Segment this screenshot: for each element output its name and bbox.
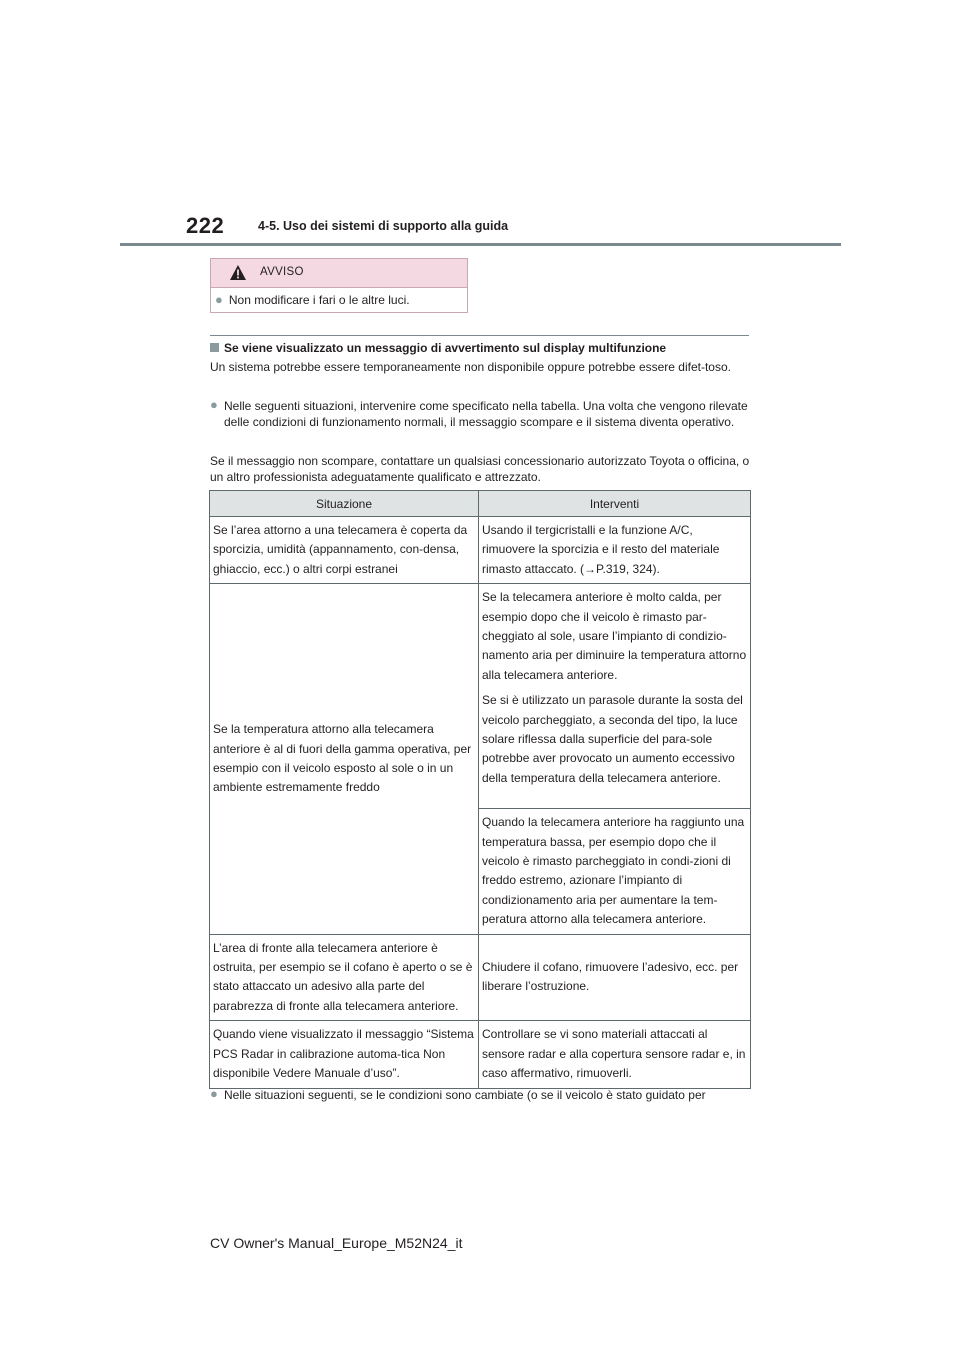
warning-title: AVVISO [260, 266, 304, 278]
table-row [210, 1021, 751, 1088]
action-cell: Quando la telecamera anteriore ha raggiunto una temperatura bassa, per esempio dopo che il veicolo è rimasto parcheggiato in condi-zioni di freddo estremo, azionare l’impianto di condizionamento aria per aumentare la tem-peratura attorno alla telecamera anteriore. [479, 809, 751, 934]
bullet-icon: ● [210, 397, 218, 412]
situation-table [209, 490, 751, 1089]
page-number: 222 [186, 213, 225, 238]
warning-item [215, 292, 410, 307]
bullet-paragraph-1-text: Nelle seguenti situazioni, intervenire come specificato nella tabella. Una volta che vengono rilevate delle condizioni di funzionamento normali, il messaggio scompare e il sistema diventa operativo. [224, 399, 748, 429]
action-cell [479, 584, 751, 809]
action-cell: Usando il tergicristalli e la funzione A/C, rimuovere la sporcizia e il resto del materiale rimasto attaccato. (→P.319, 324). [479, 517, 751, 584]
table-row [210, 584, 751, 809]
bullet-icon: ● [215, 292, 223, 307]
bullet-icon: ● [210, 1086, 218, 1101]
warning-box [210, 258, 468, 313]
section-divider [210, 335, 749, 336]
square-bullet-icon [210, 343, 219, 352]
action-cell: Chiudere il cofano, rimuovere l’adesivo, ecc. per liberare l’ostruzione. [479, 934, 751, 1021]
table-row [210, 934, 751, 1021]
header-rule [120, 243, 841, 246]
table-header-row [210, 491, 751, 517]
action-cell: Controllare se vi sono materiali attaccati al sensore radar e alla copertura sensore radar e, in caso affermativo, rimuoverli. [479, 1021, 751, 1088]
column-header-situation: Situazione [210, 491, 479, 517]
table-row [210, 517, 751, 584]
warning-header [211, 259, 467, 288]
situation-cell: Se la temperatura attorno alla telecamera anteriore è al di fuori della gamma operativa, per esempio con il veicolo esposto al sole o in un ambiente estremamente freddo [210, 584, 479, 934]
contact-paragraph: Se il messaggio non scompare, contattare un qualsiasi concessionario autorizzato Toyota o officina, o un altro professionista adeguatamente qualificato e attrezzato. [210, 454, 750, 484]
message-heading-text: Se viene visualizzato un messaggio di avvertimento sul display multifunzione [224, 341, 667, 355]
action-paragraph: Se la telecamera anteriore è molto calda, per esempio dopo che il veicolo è rimasto par-cheggiato al sole, usare l’impianto di condizio-namento aria per diminuire la temperatura attorno alla telecamera anteriore. [482, 590, 747, 682]
intro-paragraph: Un sistema potrebbe essere temporaneamente non disponibile oppure potrebbe essere difet-toso. [210, 360, 731, 374]
situation-cell: Quando viene visualizzato il messaggio “Sistema PCS Radar in calibrazione automa-tica Non disponibile Vedere Manuale d’uso”. [210, 1021, 479, 1088]
bullet-paragraph-2 [210, 1087, 755, 1103]
action-paragraph: Se si è utilizzato un parasole durante la sosta del veicolo parcheggiato, a seconda del tipo, la luce solare riflessa dalla superficie del para-sole potrebbe aver provocato un aumento eccessivo della temperatura della telecamera anteriore. [482, 693, 743, 785]
section-title: 4-5. Uso dei sistemi di supporto alla guida [258, 219, 509, 233]
situation-cell: Se l’area attorno a una telecamera è coperta da sporcizia, umidità (appannamento, con-densa, ghiaccio, ecc.) o altri corpi estranei [210, 517, 479, 584]
warning-triangle-icon [229, 264, 247, 281]
warning-text: Non modificare i fari o le altre luci. [228, 293, 410, 307]
column-header-action: Interventi [479, 491, 751, 517]
message-heading [210, 341, 666, 355]
situation-cell: L’area di fronte alla telecamera anteriore è ostruita, per esempio se il cofano è aperto o se è stato attaccato un adesivo alla parte del parabrezza di fronte alla telecamera anteriore. [210, 934, 479, 1021]
bullet-paragraph-2-text: Nelle situazioni seguenti, se le condizioni sono cambiate (o se il veicolo è stato guidato per [224, 1088, 706, 1102]
footer-manual-id: CV Owner's Manual_Europe_M52N24_it [210, 1235, 463, 1251]
bullet-paragraph-1 [210, 398, 755, 430]
